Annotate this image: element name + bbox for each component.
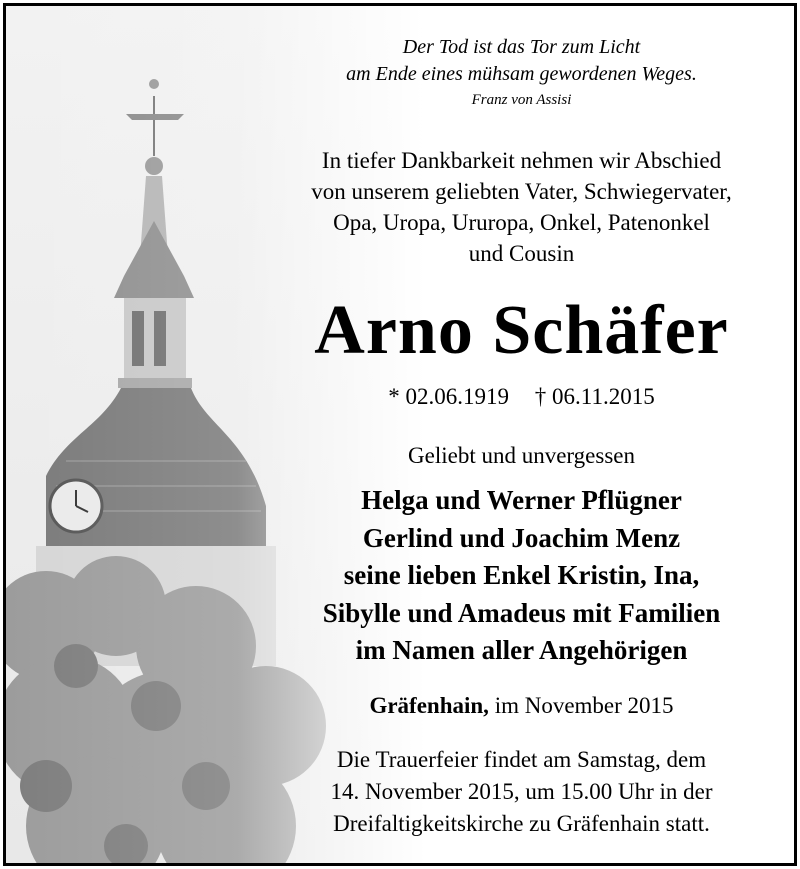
place-month: im November 2015 [488,693,674,718]
birth-date: * 02.06.1919 [388,384,510,409]
intro-line: von unserem geliebten Vater, Schwiegervater, [311,179,732,204]
funeral-service-info [246,744,797,840]
intro-line: und Cousin [468,241,575,266]
place-date [246,693,797,719]
intro-text [246,145,797,269]
life-dates [246,384,797,410]
intro-line: In tiefer Dankbarkeit nehmen wir Abschied [321,148,722,173]
mourner-line: Helga und Werner Pflügner [361,485,682,515]
quote [246,34,797,88]
intro-line: Opa, Uropa, Ururopa, Onkel, Patenonkel [333,210,710,235]
notice-text [246,6,797,863]
mourner-line: Sibylle und Amadeus mit Familien [322,597,721,628]
mourner-line: Gerlind und Joachim Menz [362,522,681,553]
service-line: 14. November 2015, um 15.00 Uhr in der [330,779,713,804]
place-town: Gräfenhain, [369,693,489,718]
death-date: † 06.11.2015 [534,384,655,409]
service-line: Dreifaltigkeitskirche zu Gräfenhain statt. [333,811,710,836]
loved-line: Geliebt und unvergessen [408,443,635,468]
quote-line: am Ende eines mühsam gewordenen Weges. [346,63,697,85]
obituary-notice [3,3,797,866]
mourner-line: seine lieben Enkel Kristin, Ina, [343,560,700,590]
mourners-list [246,482,797,670]
deceased-name: Arno Schäfer [314,292,729,369]
service-line: Die Trauerfeier findet am Samstag, dem [336,747,707,772]
mourner-line: im Namen aller Angehörigen [355,635,688,665]
quote-author: Franz von Assisi [471,92,572,108]
quote-line: Der Tod ist das Tor zum Licht [402,36,641,58]
